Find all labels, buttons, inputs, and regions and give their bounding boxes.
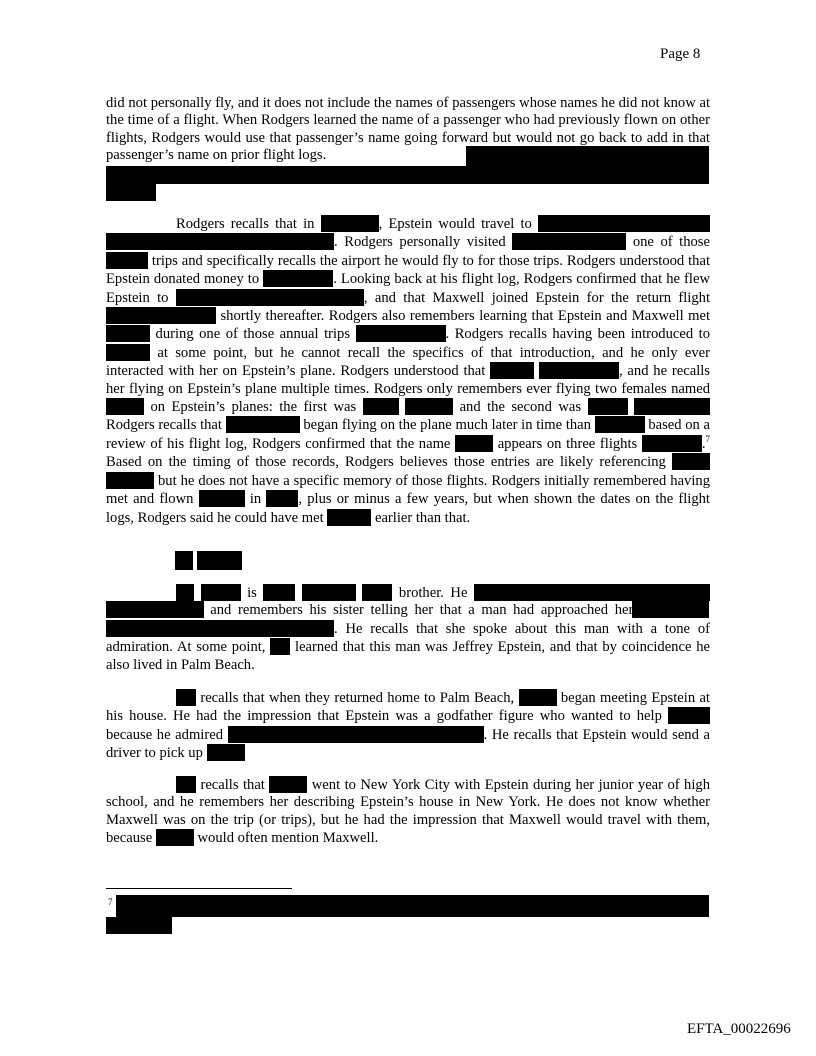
redaction (228, 726, 484, 743)
redaction (595, 416, 645, 433)
text-run: Based on the timing of those records, Rodgers believes those entries are likely referencing (106, 454, 666, 471)
redaction (327, 509, 371, 526)
text-run: but he does not have a specific memory of those flights. Rodgers initially remembered having met and flown (106, 472, 711, 508)
redaction (668, 707, 710, 724)
text-run: at some point, but he cannot recall the specifics of that introduction, and he only ever interacted with her on Epstein’s plane. Rodgers understood that (106, 344, 710, 380)
text-run: brother. He (398, 585, 468, 601)
text-run: and the second was (459, 399, 582, 416)
redaction (405, 398, 453, 415)
redaction (266, 490, 298, 507)
text-run: Rodgers recalls that in (176, 216, 315, 232)
redaction (106, 307, 216, 324)
redaction (474, 584, 710, 601)
text-run: , and remembers his sister telling her that a man had approached her (200, 602, 634, 619)
redaction (362, 584, 392, 601)
redaction (490, 362, 534, 379)
redaction (106, 398, 144, 415)
redacted-heading (197, 551, 242, 570)
text-run: began flying on the plane much later in time than (303, 417, 591, 434)
text-run: in (249, 491, 262, 508)
text-run: recalls that (200, 777, 265, 793)
redaction (363, 398, 399, 415)
text-run: based on a review of his flight log, Rodgers confirmed that the name (106, 417, 710, 452)
text-run: earlier than that. (374, 509, 471, 526)
text-run: began meeting Epstein at his house. He had the impression that Epstein was a godfather figure who wanted to help (106, 690, 710, 725)
redaction (539, 362, 619, 379)
redaction (176, 689, 196, 706)
text-run: appears on three flights (497, 435, 638, 452)
text-run: . Looking back at his flight log, Rodgers confirmed that he flew Epstein to (106, 271, 710, 306)
redaction (106, 233, 334, 250)
redaction-block (106, 166, 709, 184)
footnote-separator (106, 888, 292, 889)
redaction (263, 584, 295, 601)
text-run: on Epstein’s planes: the first was (150, 399, 357, 416)
redaction (302, 584, 356, 601)
text-run: recalls that when they returned home to Palm Beach, (200, 690, 515, 706)
text-run: . (701, 435, 706, 452)
paragraph-text: did not personally fly, and it does not include the names of passengers whose names he did not know at the time of a flight. When Rodgers learned the name of a passenger who had previously flown on other flights, Rodgers would use that passenger’s name going forward but would not go back to add in that passenger’s name on prior flight logs. (106, 95, 710, 164)
redaction (588, 398, 628, 415)
text-run: learned that this man was Jeffrey Epstein, and that by coincidence he also lived in Palm Beach. (106, 639, 710, 673)
paragraph-rodgers-recollection (106, 215, 710, 527)
redaction (226, 416, 300, 433)
redaction (270, 638, 290, 655)
redaction-block (106, 184, 156, 201)
redaction (512, 233, 626, 250)
redaction (106, 325, 150, 342)
text-run: . He recalls that Epstein would send a driver to pick up (106, 726, 710, 762)
text-run: , Epstein would travel to (378, 216, 532, 232)
footnote-number: 7 (108, 897, 113, 907)
redaction (106, 344, 150, 361)
footnote-reference: 7 (705, 434, 710, 445)
text-run: trips and specifically recalls the airport he would fly to for those trips. Rodgers understood that Epstein donated money to (106, 252, 710, 288)
text-run: . Rodgers recalls having been introduced to (445, 326, 710, 343)
redaction (201, 584, 241, 601)
redaction (176, 776, 196, 793)
redaction (538, 215, 710, 232)
text-run: during one of those annual trips (155, 326, 351, 343)
redaction (156, 829, 194, 846)
paragraph-palm-beach (106, 689, 710, 763)
redaction (106, 472, 154, 489)
redaction (634, 398, 710, 415)
paragraph-new-york (106, 776, 710, 848)
redacted-heading (175, 551, 193, 570)
redaction (176, 584, 194, 601)
text-run: Rodgers recalls that (106, 417, 222, 434)
redaction (672, 453, 710, 470)
text-run: went to New York City with Epstein during her junior year of high school, and he remembers her describing Epstein’s house in New York. He does not know whether Maxwell was on the trip (or trips), but he had the impression that Maxwell would travel with them, because (106, 777, 710, 847)
redaction (106, 252, 148, 269)
document-id: EFTA_00022696 (687, 1021, 791, 1037)
text-run: would often mention Maxwell. (197, 830, 379, 847)
redaction (642, 435, 702, 452)
text-run: shortly thereafter. Rodgers also remembers learning that Epstein and Maxwell met (220, 308, 710, 325)
paragraph-brother-account (106, 584, 710, 674)
text-run: . He recalls that she spoke about this man with a tone of admiration. At some point, (106, 620, 710, 656)
text-run: because he admired (106, 726, 223, 743)
text-run: one of those (632, 234, 710, 251)
text-run: , plus or minus a few years, but when shown the dates on the flight logs, Rodgers said he could have met (106, 491, 710, 526)
redaction (455, 435, 493, 452)
text-run: is (247, 585, 257, 601)
redaction (269, 776, 307, 793)
redaction (199, 490, 245, 507)
footnote-redaction (116, 895, 709, 917)
redaction (207, 744, 245, 761)
redaction (356, 325, 446, 342)
page-number: Page 8 (660, 46, 701, 62)
redaction (263, 270, 333, 287)
text-run: , and he recalls her flying on Epstein’s plane multiple times. Rodgers only remembers ever flying two females named (106, 363, 710, 397)
footnote-redaction (106, 917, 172, 934)
redaction (519, 689, 557, 706)
redaction (321, 215, 379, 232)
text-run: . Rodgers personally visited (334, 234, 506, 251)
text-run: , and that Maxwell joined Epstein for the return flight (363, 289, 711, 306)
redaction (106, 620, 334, 637)
redaction (176, 289, 364, 306)
